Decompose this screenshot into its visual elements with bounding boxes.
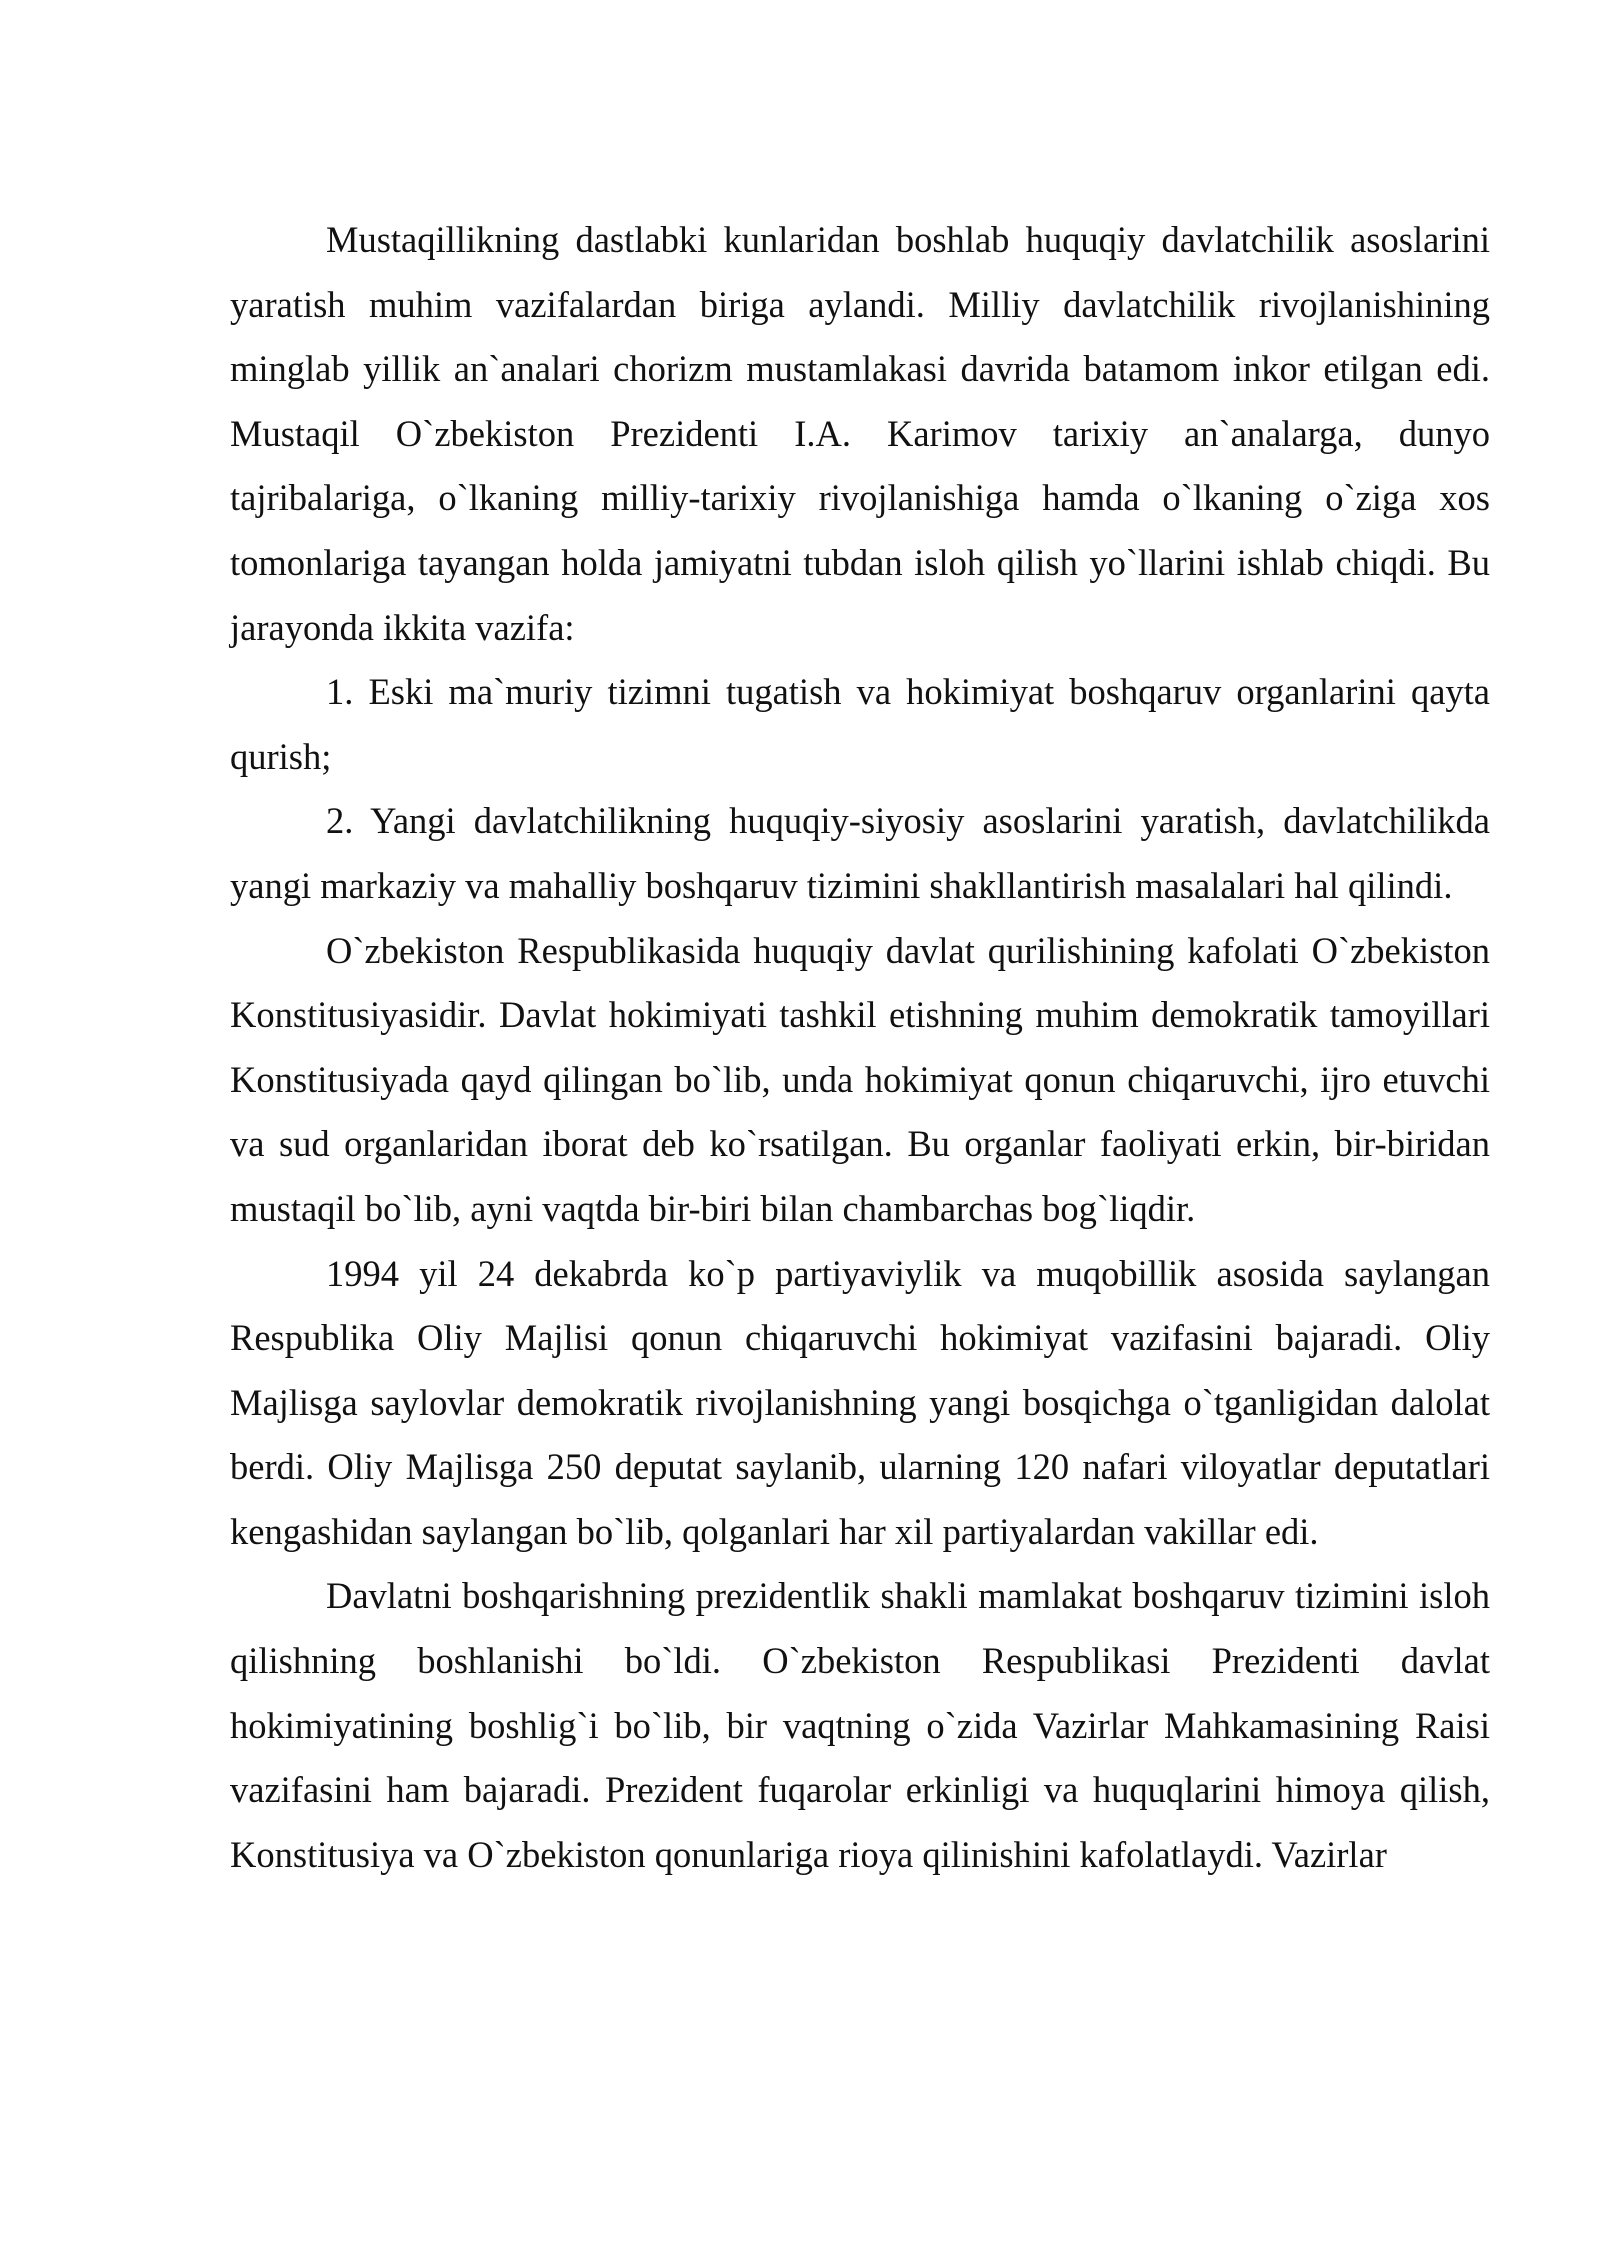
paragraph-constitution: O`zbekiston Respublikasida huquqiy davlat qurilishining kafolati O`zbekiston Konstitusiyasidir. Davlat hokimiyati tashkil etishning muhim demokratik tamoyillari Konstitusiyada qayd qilingan bo`lib, unda hokimiyat qonun chiqaruvchi, ijro etuvchi va sud organlaridan iborat deb ko`rsatilgan. Bu organlar faoliyati erkin, bir-biridan mustaqil bo`lib, ayni vaqtda bir-biri bilan chambarchas bog`liqdir. bbox=[230, 929, 1490, 1229]
paragraph-task-2: 2. Yangi davlatchilikning huquqiy-siyosiy asoslarini yaratish, davlatchilikda yangi markaziy va mahalliy boshqaruv tizimini shakllantirish masalalari hal qilindi. bbox=[230, 800, 1490, 906]
paragraph-oliy-majlis: 1994 yil 24 dekabrda ko`p partiyaviylik va muqobillik asosida saylangan Respublika Oliy Majlisi qonun chiqaruvchi hokimiyat vazifasini bajaradi. Oliy Majlisga saylovlar demokratik rivojlanishning yangi bosqichga o`tganligidan dalolat berdi. Oliy Majlisga 250 deputat saylanib, ularning 120 nafari viloyatlar deputatlari kengashidan saylangan bo`lib, qolganlari har xil partiyalardan vakillar edi. bbox=[230, 1252, 1490, 1552]
paragraph-independence-intro: Mustaqillikning dastlabki kunlaridan boshlab huquqiy davlatchilik asoslarini yaratish muhim vazifalardan biriga aylandi. Milliy davlatchilik rivojlanishining minglab yillik an`analari chorizm mustamlakasi davrida batamom inkor etilgan edi. Mustaqil O`zbekiston Prezidenti I.A. Karimov tarixiy an`analarga, dunyo tajribalariga, o`lkaning milliy-tarixiy rivojlanishiga hamda o`lkaning o`ziga xos tomonlariga tayangan holda jamiyatni tubdan isloh qilish yo`llarini ishlab chiqdi. Bu jarayonda ikkita vazifa: bbox=[230, 219, 1490, 648]
document-body bbox=[230, 208, 1490, 1887]
paragraph-presidency: Davlatni boshqarishning prezidentlik shakli mamlakat boshqaruv tizimini isloh qilishning boshlanishi bo`ldi. O`zbekiston Respublikasi Prezidenti davlat hokimiyatining boshlig`i bo`lib, bir vaqtning o`zida Vazirlar Mahkamasining Raisi vazifasini ham bajaradi. Prezident fuqarolar erkinligi va huquqlarini himoya qilish, Konstitusiya va O`zbekiston qonunlariga rioya qilinishini kafolatlaydi. Vazirlar bbox=[230, 1575, 1490, 1875]
paragraph-task-1: 1. Eski ma`muriy tizimni tugatish va hokimiyat boshqaruv organlarini qayta qurish; bbox=[230, 671, 1490, 777]
